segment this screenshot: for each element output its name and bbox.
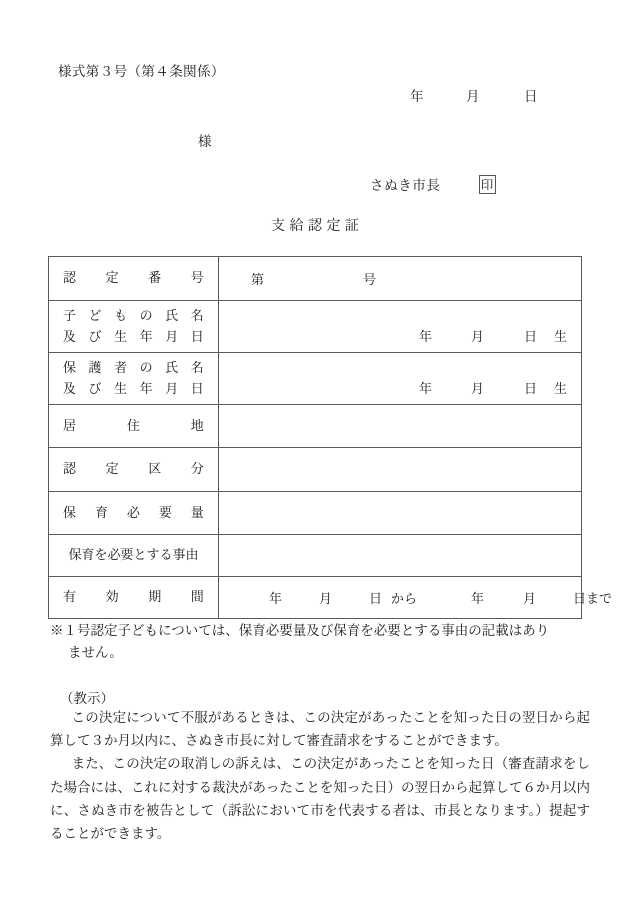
addressee-honorific: 様 (198, 134, 212, 149)
dob-month-label: 月 (470, 329, 484, 344)
table-row (49, 535, 582, 577)
table-row (49, 353, 582, 405)
dob-day-label: 日 (523, 329, 537, 344)
row-label-certification-category: 認定区分 (49, 448, 219, 492)
footnote-line-1: ※１号認定子どもについては、保育必要量及び保育を必要とする事由の記載はあり (50, 623, 550, 638)
row-label-childcare-reason: 保育を必要とする事由 (49, 535, 219, 577)
number-suffix: 号 (363, 272, 377, 287)
issuer-block (370, 174, 496, 194)
table-row (49, 405, 582, 448)
issuer-name: さぬき市長 (370, 178, 441, 193)
term-start-month-label: 月 (319, 591, 333, 606)
row-label-childcare-amount: 保育必要量 (49, 492, 219, 535)
table-row (49, 448, 582, 492)
date-line (410, 85, 538, 105)
date-year-label: 年 (410, 89, 424, 104)
dob-month-label: 月 (470, 381, 484, 396)
row-label-guardian-name-dob: 保護者の氏名 及び生年月日 (49, 353, 219, 405)
row-value-residence[interactable] (219, 405, 582, 448)
dob-day-label: 日 (523, 381, 537, 396)
guidance-heading: （教示） (60, 691, 114, 706)
table-row (49, 301, 582, 353)
guidance-body (50, 706, 590, 845)
date-day-label: 日 (524, 89, 538, 104)
page-title: 支給認定証 (271, 219, 364, 234)
term-start-year-label: 年 (269, 591, 283, 606)
row-value-childcare-amount[interactable] (219, 492, 582, 535)
row-value-certification-category[interactable] (219, 448, 582, 492)
row-label-validity-period: 有効期間 (49, 577, 219, 619)
row-label-certificate-number: 認定番号 (49, 257, 219, 301)
table-footnote (50, 620, 586, 664)
term-from-label: から (391, 591, 418, 606)
term-end-year-label: 年 (471, 591, 485, 606)
form-number: 様式第３号（第４条関係） (58, 64, 225, 79)
guidance-paragraph-2: また、この決定の取消しの訴えは、この決定があったことを知った日（審査請求をした場合には、これに対する裁決があったことを知った日）の翌日から起算して６か月以内に、さぬき市を被告として（訴訟において市を代表する者は、市長となります。）提起することができます。 (50, 756, 590, 842)
row-value-child-name-dob[interactable] (219, 301, 582, 353)
footnote-line-2: ません。 (68, 644, 123, 660)
seal-stamp-box: 印 (479, 175, 496, 194)
date-month-label: 月 (466, 89, 480, 104)
term-to-label: 日まで (573, 591, 613, 606)
term-start-day-label: 日 (369, 591, 383, 606)
dob-born-label: 生 (553, 381, 567, 396)
table-row (49, 577, 582, 619)
table-row (49, 492, 582, 535)
row-value-guardian-name-dob[interactable] (219, 353, 582, 405)
guidance-paragraph-1: この決定について不服があるときは、この決定があったことを知った日の翌日から起算して３か月以内に、さぬき市長に対して審査請求をすることができます。 (50, 710, 590, 749)
row-value-validity-period[interactable] (219, 577, 613, 619)
dob-year-label: 年 (418, 329, 432, 344)
number-prefix: 第 (251, 272, 265, 287)
row-value-certificate-number[interactable] (219, 257, 582, 301)
term-end-month-label: 月 (523, 591, 537, 606)
table-row (49, 257, 582, 301)
row-value-childcare-reason[interactable] (219, 535, 582, 577)
certificate-table (48, 256, 613, 619)
dob-year-label: 年 (418, 381, 432, 396)
row-label-child-name-dob: 子どもの氏名 及び生年月日 (49, 301, 219, 353)
dob-born-label: 生 (553, 329, 567, 344)
row-label-residence: 居住地 (49, 405, 219, 448)
